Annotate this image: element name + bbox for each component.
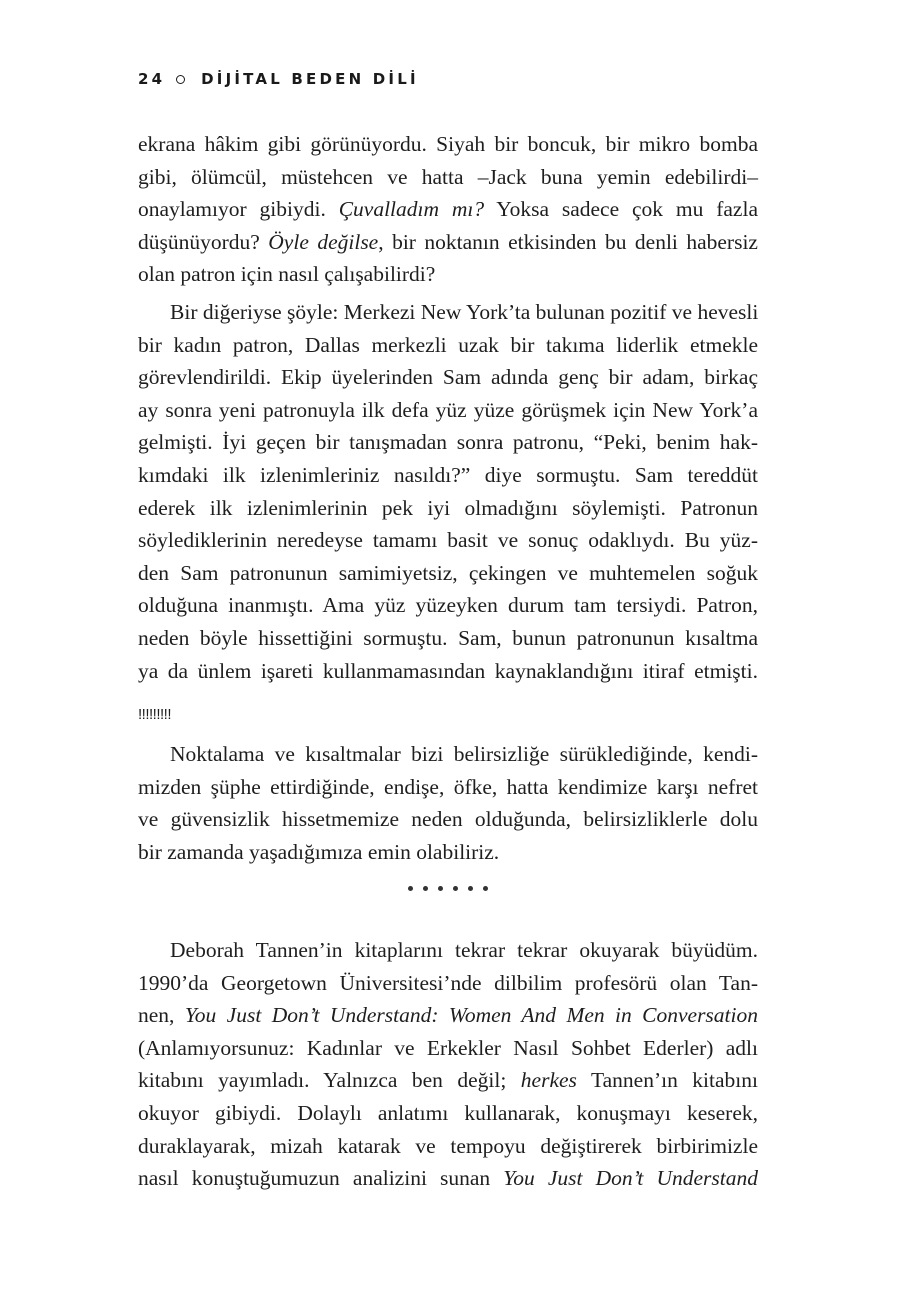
text-line: bir kadın patron, Dallas merkezli uzak bir takıma liderlik etmekle: [138, 332, 758, 357]
dot: [468, 886, 473, 891]
page-number: 24: [138, 70, 166, 88]
text-line: ekrana hâkim gibi görünüyordu. Siyah bir boncuk, bir mikro bomba: [138, 132, 758, 156]
dot: [483, 886, 488, 891]
paragraph-4: [138, 934, 758, 1195]
text-line: [138, 226, 758, 259]
italic-book-title: You Just Don’t Understand: Women And Men in Conversation: [184, 1003, 758, 1028]
text-line: duraklayarak, mizah katarak ve tempoyu değiştirerek birbirimizle: [138, 1133, 758, 1158]
text-line: [138, 1162, 758, 1195]
exclamation-marks: !!!!!!!!!: [138, 706, 172, 723]
text-run: Yoksa sadece çok mu fazla: [484, 197, 758, 222]
text-line: ay sonra yeni patronuyla ilk defa yüz yüze görüşmek için New York’a: [138, 397, 758, 422]
text-line: kımdaki ilk izlenimleriniz nasıldı?” diye sormuştu. Sam tereddüt: [138, 462, 758, 487]
book-title: DİJİTAL BEDEN DİLİ: [201, 70, 419, 88]
text-line: neden böyle hissettiğini sormuştu. Sam, bunun patronunun kısaltma: [138, 625, 758, 650]
text-line: [138, 1064, 758, 1097]
dot: [438, 886, 443, 891]
italic-text: Çuvalladım mı?: [338, 197, 485, 222]
paragraph-3: [138, 738, 758, 868]
text-line: gelmişti. İyi geçen bir tanışmadan sonra patronu, “Peki, benim hak-: [138, 430, 758, 455]
text-line: söylediklerinin neredeyse tamamı basit ve sonuç odaklıydı. Bu yüz-: [138, 528, 758, 553]
dot: [423, 886, 428, 891]
dot: [408, 886, 413, 891]
text-line: olan patron için nasıl çalışabilirdi?: [138, 262, 436, 287]
paragraph-1: [138, 128, 758, 291]
text-run: kitabını yayımladı. Yalnızca ben değil;: [138, 1068, 521, 1093]
text-run: nen,: [138, 1003, 185, 1028]
text-line: ve güvensizlik hissetmemize neden olduğunda, belirsizliklerle dolu: [138, 807, 758, 832]
text-line: 1990’da Georgetown Üniversitesi’nde dilbilim profesörü olan Tan-: [138, 970, 758, 995]
text-run: onaylamıyor gibiydi.: [138, 197, 339, 222]
running-header: [138, 70, 419, 88]
text-line: olduğuna inanmıştı. Ama yüz yüzeyken durum tam tersiydi. Patron,: [138, 593, 758, 618]
text-line: (Anlamıyorsunuz: Kadınlar ve Erkekler Nasıl Sohbet Ederler) adlı: [138, 1035, 758, 1060]
dot: [453, 886, 458, 891]
italic-book-title: You Just Don’t Understand: [503, 1166, 758, 1191]
text-line: Deborah Tannen’in kitaplarını tekrar tekrar okuyarak büyüdüm.: [170, 938, 758, 962]
text-run: düşünüyordu?: [138, 229, 269, 254]
italic-text: Öyle değilse: [268, 229, 379, 254]
text-line: [138, 193, 758, 226]
paragraph-2: [138, 296, 758, 687]
text-line: ya da ünlem işareti kullanmamasından kaynaklandığını itiraf etmişti.: [138, 658, 758, 683]
text-run: Tannen’ın kitabını: [576, 1068, 758, 1093]
text-run: nasıl konuştuğumuzun analizini sunan: [138, 1166, 504, 1191]
text-line: ederek ilk izlenimlerinin pek iyi olmadığını söylemişti. Patronun: [138, 495, 758, 520]
italic-text: herkes: [520, 1068, 577, 1093]
text-line: bir zamanda yaşadığımıza emin olabiliriz.: [138, 839, 500, 864]
section-break-dots: [408, 886, 488, 891]
text-line: Bir diğeriyse şöyle: Merkezi New York’ta bulunan pozitif ve hevesli: [170, 300, 759, 324]
text-line: Noktalama ve kısaltmalar bizi belirsizliğe sürüklediğinde, kendi-: [170, 742, 758, 766]
text-run: , bir noktanın etkisinden bu denli habersiz: [378, 229, 758, 254]
text-line: mizden şüphe ettirdiğinde, endişe, öfke, hatta kendimize karşı nefret: [138, 774, 758, 799]
text-line: görevlendirildi. Ekip üyelerinden Sam adında genç bir adam, birkaç: [138, 365, 758, 390]
text-line: den Sam patronunun samimiyetsiz, çekingen ve muhtemelen soğuk: [138, 560, 758, 585]
header-circle-separator: [176, 75, 185, 84]
text-line: okuyor gibiydi. Dolaylı anlatımı kullanarak, konuşmayı keserek,: [138, 1100, 758, 1125]
text-line: [138, 999, 758, 1032]
text-line: gibi, ölümcül, müstehcen ve hatta –Jack buna yemin edebilirdi–: [138, 164, 758, 189]
